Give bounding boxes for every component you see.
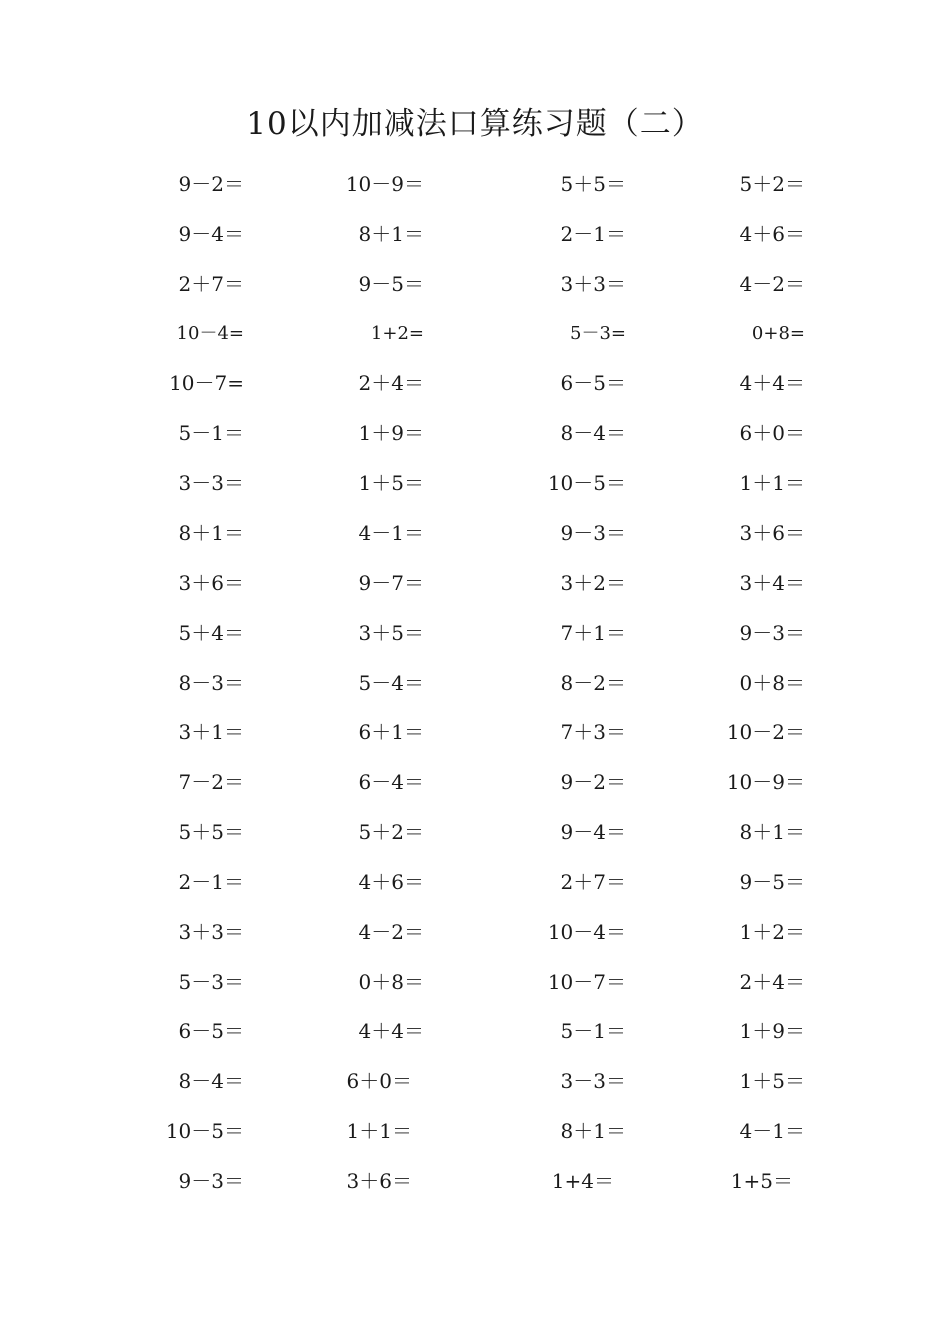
math-problem: 9－3＝ — [739, 620, 805, 645]
math-problem: 9－7＝ — [358, 570, 424, 595]
page-title: 10以内加减法口算练习题（二） — [246, 106, 704, 142]
math-problem: 9－4＝ — [178, 221, 244, 246]
math-problem: 4－2＝ — [358, 919, 424, 944]
math-problem: 1＋9＝ — [739, 1019, 805, 1044]
math-problem: 2＋7＝ — [178, 271, 244, 296]
math-problem: 8＋1＝ — [178, 520, 244, 545]
math-problem: 10－7＝ — [547, 969, 626, 994]
math-problem: 5－1＝ — [178, 421, 244, 446]
math-problem: 3＋6＝ — [346, 1169, 412, 1193]
math-problem: 10－5＝ — [547, 471, 626, 496]
math-problem: 1＋1＝ — [739, 471, 805, 496]
math-problem: 3＋3＝ — [560, 271, 626, 296]
math-problem: 5－4＝ — [358, 670, 424, 695]
math-problem: 4－2＝ — [739, 271, 805, 296]
math-problem: 5＋5＝ — [560, 172, 626, 196]
math-problem: 4＋4＝ — [739, 371, 805, 396]
math-problem: 1＋5＝ — [739, 1069, 805, 1094]
math-problem: 5－1＝ — [560, 1019, 626, 1044]
math-problem: 10－2＝ — [726, 720, 805, 745]
math-problem: 8－3＝ — [178, 670, 244, 695]
math-problem: 1＋5＝ — [358, 471, 424, 496]
math-problem: 10－9＝ — [726, 770, 805, 795]
math-problem: 10－5＝ — [165, 1119, 244, 1144]
math-problem: 5＋2＝ — [358, 820, 424, 845]
math-problem: 7＋1＝ — [560, 620, 626, 645]
math-problem: 3＋2＝ — [560, 570, 626, 595]
math-problem: 5＋5＝ — [178, 820, 244, 845]
math-problem: 7－2＝ — [178, 770, 244, 795]
math-problem: 1+5＝ — [730, 1169, 793, 1193]
math-problem: 2＋4＝ — [358, 371, 424, 396]
math-problem: 8－2＝ — [560, 670, 626, 695]
math-problem: 6－5＝ — [560, 371, 626, 396]
math-problem: 5＋4＝ — [178, 620, 244, 645]
math-problem: 6＋0＝ — [346, 1069, 412, 1094]
math-problem: 6－5＝ — [178, 1019, 244, 1044]
math-problem: 0+8= — [751, 322, 805, 344]
math-problem: 9－3＝ — [560, 520, 626, 545]
math-problem: 3＋6＝ — [739, 520, 805, 545]
math-problem: 10－7= — [169, 371, 244, 396]
math-problem: 3＋6＝ — [178, 570, 244, 595]
math-problem: 3＋5＝ — [358, 620, 424, 645]
math-problem: 10－4＝ — [547, 919, 626, 944]
math-problem: 4－1＝ — [739, 1119, 805, 1144]
math-problem: 6＋1＝ — [358, 720, 424, 745]
math-problem: 6－4＝ — [358, 770, 424, 795]
math-problem: 8－4＝ — [560, 421, 626, 446]
math-problem: 10－9＝ — [345, 172, 424, 196]
math-problem: 2＋4＝ — [739, 969, 805, 994]
math-problem: 4＋4＝ — [358, 1019, 424, 1044]
math-problem: 3－3＝ — [178, 471, 244, 496]
math-problem: 2－1＝ — [178, 869, 244, 894]
math-problem: 9－5＝ — [739, 869, 805, 894]
math-problem: 8－4＝ — [178, 1069, 244, 1094]
math-problem: 10－4= — [176, 322, 244, 344]
math-problem: 5－3＝ — [178, 969, 244, 994]
math-problem: 9－2＝ — [178, 172, 244, 196]
math-problem: 9－3＝ — [178, 1169, 244, 1193]
math-problem: 4＋6＝ — [358, 869, 424, 894]
math-problem: 4＋6＝ — [739, 221, 805, 246]
math-problem: 3＋4＝ — [739, 570, 805, 595]
math-problem: 2－1＝ — [560, 221, 626, 246]
math-problem: 8＋1＝ — [739, 820, 805, 845]
math-problem: 0＋8＝ — [358, 969, 424, 994]
math-problem: 9－5＝ — [358, 271, 424, 296]
math-problem: 3－3＝ — [560, 1069, 626, 1094]
math-problem: 8＋1＝ — [358, 221, 424, 246]
math-problem: 1＋1＝ — [346, 1119, 412, 1144]
math-problem: 1＋2＝ — [739, 919, 805, 944]
math-problem: 1+2= — [370, 322, 424, 344]
math-problem: 3＋3＝ — [178, 919, 244, 944]
math-problem: 3＋1＝ — [178, 720, 244, 745]
math-problem: 2＋7＝ — [560, 869, 626, 894]
math-problem: 6＋0＝ — [739, 421, 805, 446]
math-problem: 5－3= — [570, 322, 626, 344]
math-problem: 1＋9＝ — [358, 421, 424, 446]
math-problem: 8＋1＝ — [560, 1119, 626, 1144]
math-problem: 7＋3＝ — [560, 720, 626, 745]
math-problem: 9－2＝ — [560, 770, 626, 795]
math-problem: 4－1＝ — [358, 520, 424, 545]
math-problem: 0＋8＝ — [739, 670, 805, 695]
math-problem: 1+4＝ — [551, 1169, 614, 1193]
math-problem: 9－4＝ — [560, 820, 626, 845]
math-problem: 5＋2＝ — [739, 172, 805, 196]
